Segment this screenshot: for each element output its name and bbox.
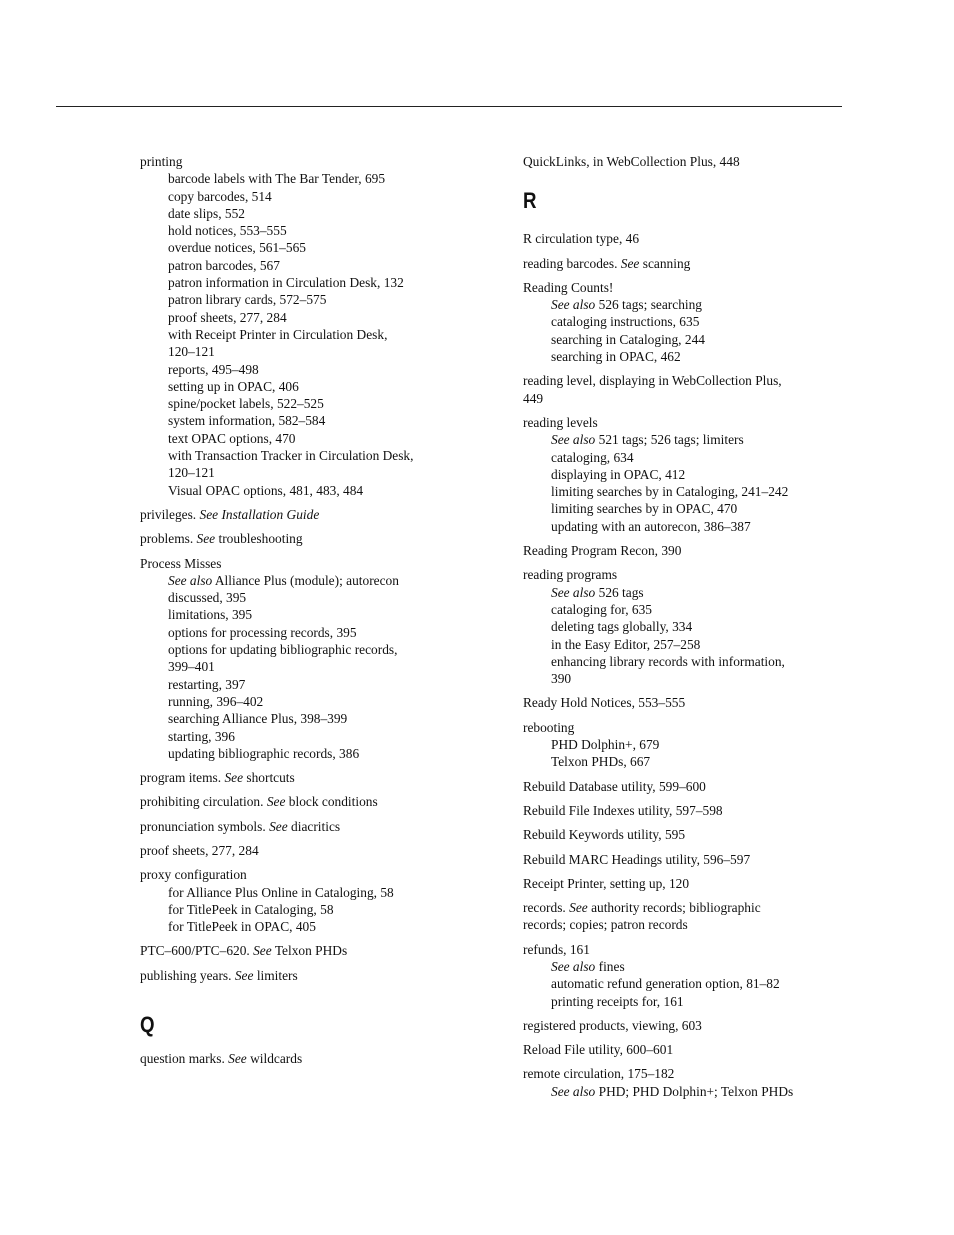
index-entry-reading-program-recon xyxy=(523,542,843,559)
see-also-target: 526 tags xyxy=(598,584,644,600)
index-term: Reload File utility, 600–601 xyxy=(523,1042,674,1058)
index-term: Rebuild Keywords utility, 595 xyxy=(523,827,686,843)
see-also-label: See also xyxy=(551,297,596,313)
see-label: See xyxy=(234,967,254,983)
see-label: See xyxy=(266,794,286,810)
index-entry-process-misses xyxy=(140,555,490,763)
section-letter-q: Q xyxy=(140,1012,155,1038)
index-subentry: barcode labels with The Bar Tender, 695 xyxy=(168,171,386,187)
index-term: PTC–600/PTC–620. xyxy=(140,943,250,959)
see-target: troubleshooting xyxy=(218,531,303,547)
index-subentry: restarting, 397 xyxy=(168,676,246,692)
index-subentry: 120–121 xyxy=(168,344,215,360)
index-term: proof sheets, 277, 284 xyxy=(140,842,259,858)
see-label: See xyxy=(569,900,588,916)
index-term: program items. xyxy=(140,770,222,786)
index-subentry: options for processing records, 395 xyxy=(168,624,357,640)
index-entry-publishing-years xyxy=(140,967,490,984)
index-subentry: proof sheets, 277, 284 xyxy=(168,309,287,325)
see-also-line xyxy=(523,1083,843,1100)
index-subentry: running, 396–402 xyxy=(168,693,264,709)
index-term: registered products, viewing, 603 xyxy=(523,1017,702,1033)
index-subentry: patron library cards, 572–575 xyxy=(168,292,327,308)
see-target: authority records; bibliographic xyxy=(591,900,761,916)
index-subentry: displaying in OPAC, 412 xyxy=(551,466,686,482)
index-subentry: cataloging for, 635 xyxy=(551,601,652,617)
index-term: R circulation type, 46 xyxy=(523,231,640,247)
index-entry-privileges xyxy=(140,506,490,523)
index-entry-reload-file xyxy=(523,1041,843,1058)
index-term: rebooting xyxy=(523,719,575,735)
index-entry-pronunciation-symbols xyxy=(140,818,490,835)
index-term: Rebuild Database utility, 599–600 xyxy=(523,778,706,794)
index-subentry: updating bibliographic records, 386 xyxy=(168,745,360,761)
see-also-line xyxy=(523,584,843,601)
index-subentry: with Transaction Tracker in Circulation Desk, xyxy=(168,448,414,464)
see-label: See xyxy=(196,531,216,547)
index-subentry: discussed, 395 xyxy=(168,590,247,606)
index-subentry: Telxon PHDs, 667 xyxy=(551,754,651,770)
index-term: reading levels xyxy=(523,414,598,430)
index-subentry: reports, 495–498 xyxy=(168,361,259,377)
header-rule xyxy=(56,106,842,107)
index-entry-receipt-printer xyxy=(523,875,843,892)
index-term: Process Misses xyxy=(140,555,222,571)
see-also-label: See also xyxy=(551,958,596,974)
see-label: See xyxy=(620,255,640,271)
index-subentry: copy barcodes, 514 xyxy=(168,188,272,204)
index-subentry: for TitlePeek in Cataloging, 58 xyxy=(168,901,334,917)
index-entry-rebuild-database xyxy=(523,778,843,795)
see-also-label: See also xyxy=(551,432,596,448)
index-subentry: starting, 396 xyxy=(168,728,235,744)
index-subentry: cataloging instructions, 635 xyxy=(551,314,700,330)
index-subentry: text OPAC options, 470 xyxy=(168,430,296,446)
index-entry-reading-counts xyxy=(523,279,843,365)
index-entry-rebuild-marc-headings xyxy=(523,851,843,868)
see-label: See xyxy=(269,818,288,834)
index-subentry: limiting searches by in OPAC, 470 xyxy=(551,501,738,517)
index-subentry: searching Alliance Plus, 398–399 xyxy=(168,711,348,727)
index-subentry: searching in Cataloging, 244 xyxy=(551,331,705,347)
index-subentry: 390 xyxy=(551,671,572,687)
see-target-continuation: records; copies; patron records xyxy=(523,917,688,933)
index-entry-proof-sheets xyxy=(140,842,490,859)
see-target: diacritics xyxy=(291,818,341,834)
index-entry-question-marks xyxy=(140,1050,490,1067)
see-target: wildcards xyxy=(250,1051,303,1067)
index-term: reading programs xyxy=(523,567,618,583)
index-entry-ptc xyxy=(140,942,490,959)
index-subentry: limitations, 395 xyxy=(168,607,253,623)
index-subentry: 399–401 xyxy=(168,659,215,675)
index-entry-quicklinks xyxy=(523,153,843,170)
see-also-label: See also xyxy=(551,1083,596,1099)
index-entry-ready-hold-notices xyxy=(523,694,843,711)
index-subentry: limiting searches by in Cataloging, 241–242 xyxy=(551,484,789,500)
index-term-continuation: 449 xyxy=(523,390,544,406)
index-term: Reading Program Recon, 390 xyxy=(523,543,682,559)
index-subentry: date slips, 552 xyxy=(168,205,245,221)
see-also-target: 521 tags; 526 tags; limiters xyxy=(598,432,744,448)
see-target: limiters xyxy=(256,967,298,983)
index-entry-proxy-configuration xyxy=(140,866,490,935)
index-entry-rebuild-keywords xyxy=(523,826,843,843)
index-entry-program-items xyxy=(140,769,490,786)
index-term: printing xyxy=(140,154,183,169)
index-subentry: setting up in OPAC, 406 xyxy=(168,378,299,394)
see-target: Telxon PHDs xyxy=(274,943,348,959)
index-entry-r-circulation-type xyxy=(523,230,843,247)
index-subentry: automatic refund generation option, 81–82 xyxy=(551,976,780,992)
index-subentry: printing receipts for, 161 xyxy=(551,993,684,1009)
index-entry-printing xyxy=(140,153,490,499)
index-term-line xyxy=(523,899,843,916)
see-label: See xyxy=(224,770,244,786)
index-subentry: cataloging, 634 xyxy=(551,449,634,465)
index-entry-reading-levels xyxy=(523,414,843,535)
index-term: Ready Hold Notices, 553–555 xyxy=(523,695,686,711)
index-subentry: PHD Dolphin+, 679 xyxy=(551,737,660,753)
see-target: block conditions xyxy=(288,794,378,810)
see-target: scanning xyxy=(642,255,691,271)
index-term: QuickLinks, in WebCollection Plus, 448 xyxy=(523,154,740,169)
see-also-line xyxy=(523,958,843,975)
index-subentry: enhancing library records with information, xyxy=(551,653,785,669)
index-term: Rebuild File Indexes utility, 597–598 xyxy=(523,802,723,818)
index-term: pronunciation symbols. xyxy=(140,818,266,834)
see-target: shortcuts xyxy=(246,770,295,786)
index-term: Rebuild MARC Headings utility, 596–597 xyxy=(523,851,751,867)
see-also-line xyxy=(523,431,843,448)
index-subentry: patron information in Circulation Desk, 132 xyxy=(168,275,404,291)
index-entry-reading-programs xyxy=(523,566,843,687)
index-term: Receipt Printer, setting up, 120 xyxy=(523,875,690,891)
index-entry-rebooting xyxy=(523,719,843,771)
see-also-label: See also xyxy=(551,584,596,600)
index-term: problems. xyxy=(140,531,194,547)
index-term: Reading Counts! xyxy=(523,279,614,295)
see-also-line xyxy=(523,296,843,313)
index-entry-prohibiting-circulation xyxy=(140,793,490,810)
index-subentry: overdue notices, 561–565 xyxy=(168,240,306,256)
index-term: reading level, displaying in WebCollection Plus, xyxy=(523,373,782,389)
index-subentry: updating with an autorecon, 386–387 xyxy=(551,518,751,534)
see-also-target: Alliance Plus (module); autorecon xyxy=(214,572,399,588)
index-subentry: in the Easy Editor, 257–258 xyxy=(551,636,701,652)
index-entry-registered-products xyxy=(523,1017,843,1034)
see-also-target: 526 tags; searching xyxy=(598,297,703,313)
see-reference: See Installation Guide xyxy=(199,506,320,522)
see-also-target: fines xyxy=(598,958,625,974)
section-letter-r: R xyxy=(523,188,537,214)
index-subentry: hold notices, 553–555 xyxy=(168,223,287,239)
index-subentry: Visual OPAC options, 481, 483, 484 xyxy=(168,482,364,498)
index-subentry: options for updating bibliographic records, xyxy=(168,642,398,658)
index-entry-remote-circulation xyxy=(523,1065,843,1100)
index-term: proxy configuration xyxy=(140,867,247,883)
index-subentry: with Receipt Printer in Circulation Desk, xyxy=(168,326,388,342)
index-term: records. xyxy=(523,900,566,916)
index-entry-reading-barcodes xyxy=(523,255,843,272)
index-entry-problems xyxy=(140,530,490,547)
index-subentry: 120–121 xyxy=(168,465,215,481)
index-subentry: for TitlePeek in OPAC, 405 xyxy=(168,919,316,935)
index-entry-records xyxy=(523,899,843,934)
index-term: reading barcodes. xyxy=(523,255,618,271)
index-term: publishing years. xyxy=(140,967,232,983)
index-term: refunds, 161 xyxy=(523,941,590,957)
index-column-right xyxy=(523,153,843,1107)
index-term: prohibiting circulation. xyxy=(140,794,264,810)
see-also-label: See also xyxy=(168,572,213,588)
index-term: question marks. xyxy=(140,1051,225,1067)
index-entry-rebuild-file-indexes xyxy=(523,802,843,819)
see-label: See xyxy=(253,943,272,959)
index-column-left xyxy=(140,153,490,1074)
index-term: remote circulation, 175–182 xyxy=(523,1066,675,1082)
see-label: See xyxy=(228,1051,247,1067)
index-subentry: searching in OPAC, 462 xyxy=(551,349,681,365)
index-subentry: patron barcodes, 567 xyxy=(168,257,280,273)
index-subentry: system information, 582–584 xyxy=(168,413,326,429)
index-term: privileges. xyxy=(140,506,197,522)
index-subentry: deleting tags globally, 334 xyxy=(551,619,693,635)
index-subentry: spine/pocket labels, 522–525 xyxy=(168,396,324,412)
index-entry-refunds xyxy=(523,941,843,1010)
see-also-line xyxy=(140,572,490,589)
index-subentry: for Alliance Plus Online in Cataloging, 58 xyxy=(168,884,394,900)
index-entry-reading-level xyxy=(523,372,843,407)
see-also-target: PHD; PHD Dolphin+; Telxon PHDs xyxy=(598,1083,794,1099)
